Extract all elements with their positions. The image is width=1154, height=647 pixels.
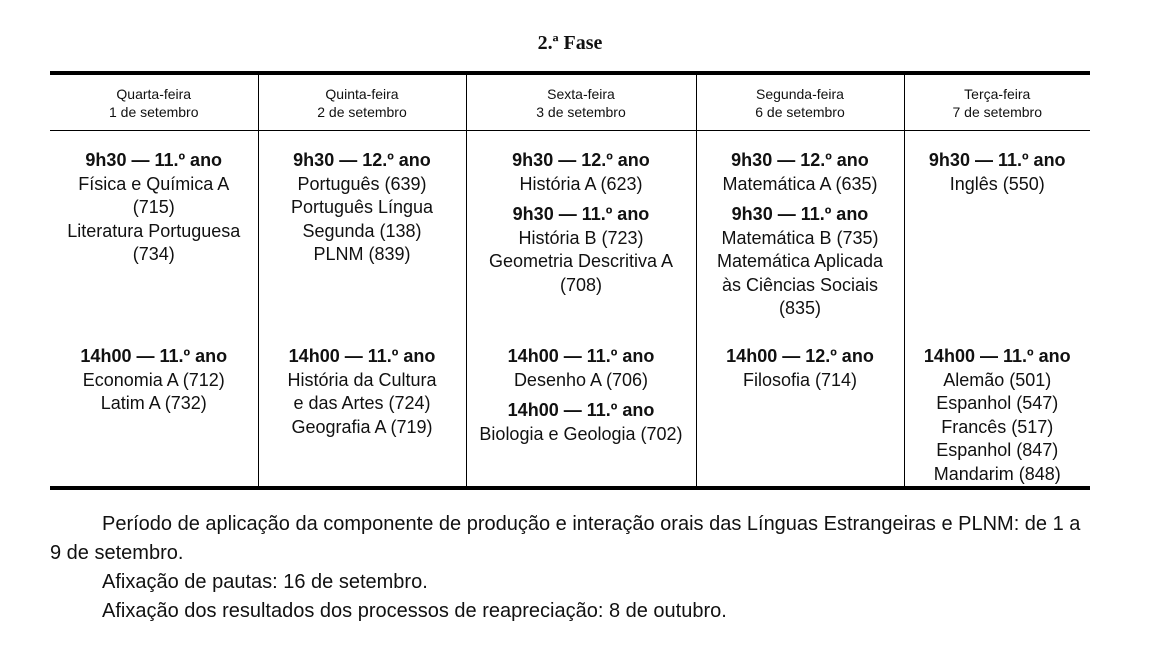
exam-schedule-table bbox=[50, 71, 1090, 490]
subject-line: às Ciências Sociais bbox=[721, 274, 879, 295]
day-header-tuesday bbox=[904, 73, 1090, 131]
subject-line: Segunda (138) bbox=[302, 220, 422, 241]
subject-line: (715) bbox=[132, 197, 175, 217]
date-label: 2 de setembro bbox=[317, 103, 407, 120]
morning-row bbox=[50, 131, 1090, 346]
subject-line: Inglês (550) bbox=[949, 173, 1045, 194]
day-header-friday bbox=[466, 73, 696, 131]
subject-line: Alemão (501) bbox=[943, 369, 1052, 390]
subject-line: (835) bbox=[778, 298, 822, 318]
weekday-label: Sexta-feira bbox=[547, 85, 615, 102]
subject-line: Desenho A (706) bbox=[513, 369, 649, 390]
day-header-monday bbox=[696, 73, 904, 131]
exam-slot bbox=[52, 149, 256, 267]
exam-slot bbox=[469, 399, 694, 446]
exam-slot bbox=[699, 149, 902, 196]
afternoon-cell-wednesday bbox=[50, 345, 258, 488]
page-title: 2.ª Fase bbox=[537, 32, 603, 54]
grades-posting-note: Afixação de pautas: 16 de setembro. bbox=[102, 571, 428, 593]
subject-line: Matemática A (635) bbox=[722, 173, 878, 194]
subject-line: Geometria Descritiva A bbox=[488, 251, 674, 271]
date-label: 7 de setembro bbox=[952, 103, 1042, 120]
morning-cell-thursday bbox=[258, 131, 466, 346]
subject-line: Biologia e Geologia (702) bbox=[479, 423, 683, 444]
subject-line: Física e Química A bbox=[78, 173, 230, 194]
morning-cell-friday bbox=[466, 131, 696, 346]
oral-component-note: Período de aplicação da componente de produção e interação orais das Línguas Estrangeiras e PLNM: de 1 a 9 de setembro. bbox=[50, 513, 1081, 564]
exam-slot bbox=[699, 203, 902, 321]
subject-line: Economia A (712) bbox=[82, 369, 225, 390]
slot-time: 9h30 — 11.º ano bbox=[512, 204, 650, 224]
slot-time: 9h30 — 11.º ano bbox=[85, 150, 223, 170]
notes-section bbox=[50, 510, 1095, 626]
slot-time: 9h30 — 12.º ano bbox=[512, 150, 650, 170]
slot-time: 9h30 — 11.º ano bbox=[928, 150, 1066, 170]
subject-line: (708) bbox=[559, 274, 603, 295]
exam-slot bbox=[907, 149, 1089, 196]
exam-slot bbox=[469, 345, 694, 392]
day-header-wednesday bbox=[50, 73, 258, 131]
subject-line: Latim A (732) bbox=[100, 393, 207, 413]
slot-time: 14h00 — 11.º ano bbox=[923, 346, 1071, 366]
exam-slot bbox=[469, 203, 694, 297]
day-header-thursday bbox=[258, 73, 466, 131]
weekday-label: Quarta-feira bbox=[116, 85, 192, 102]
exam-slot bbox=[261, 345, 464, 439]
slot-time: 14h00 — 11.º ano bbox=[80, 346, 228, 366]
afternoon-row bbox=[50, 345, 1090, 488]
exam-slot bbox=[52, 345, 256, 416]
afternoon-cell-monday bbox=[696, 345, 904, 488]
slot-time: 9h30 — 11.º ano bbox=[731, 204, 869, 224]
afternoon-cell-tuesday bbox=[904, 345, 1090, 488]
subject-line: Francês (517) bbox=[941, 416, 1054, 437]
slot-time: 14h00 — 11.º ano bbox=[507, 346, 655, 366]
slot-time: 14h00 — 12.º ano bbox=[726, 346, 874, 366]
subject-line: e das Artes (724) bbox=[293, 393, 431, 413]
subject-line: Geografia A (719) bbox=[291, 416, 433, 437]
morning-cell-monday bbox=[696, 131, 904, 346]
subject-line: Espanhol (847) bbox=[936, 440, 1059, 460]
afternoon-cell-thursday bbox=[258, 345, 466, 488]
subject-line: Literatura Portuguesa bbox=[67, 220, 241, 241]
exam-slot bbox=[261, 149, 464, 267]
weekday-label: Quinta-feira bbox=[325, 85, 399, 102]
subject-line: Filosofia (714) bbox=[742, 369, 858, 390]
date-label: 3 de setembro bbox=[536, 103, 626, 120]
exam-slot bbox=[907, 345, 1089, 486]
slot-time: 9h30 — 12.º ano bbox=[731, 150, 869, 170]
morning-cell-wednesday bbox=[50, 131, 258, 346]
morning-cell-tuesday bbox=[904, 131, 1090, 346]
weekday-label: Segunda-feira bbox=[756, 85, 844, 102]
subject-line: Português (639) bbox=[297, 173, 427, 194]
subject-line: (734) bbox=[132, 244, 175, 264]
subject-line: Matemática Aplicada bbox=[716, 251, 884, 271]
slot-time: 14h00 — 11.º ano bbox=[288, 346, 436, 366]
slot-time: 9h30 — 12.º ano bbox=[293, 150, 431, 170]
review-results-note: Afixação dos resultados dos processos de reapreciação: 8 de outubro. bbox=[102, 600, 727, 622]
subject-line: Português Língua bbox=[290, 197, 434, 217]
date-label: 6 de setembro bbox=[755, 103, 845, 120]
exam-slot bbox=[699, 345, 902, 392]
subject-line: Espanhol (547) bbox=[936, 393, 1059, 413]
date-label: 1 de setembro bbox=[109, 103, 199, 120]
subject-line: PLNM (839) bbox=[313, 244, 411, 264]
slot-time: 14h00 — 11.º ano bbox=[507, 400, 655, 420]
subject-line: História B (723) bbox=[518, 227, 644, 248]
weekday-label: Terça-feira bbox=[964, 85, 1031, 102]
subject-line: Mandarim (848) bbox=[933, 463, 1061, 484]
subject-line: Matemática B (735) bbox=[721, 227, 879, 248]
subject-line: História A (623) bbox=[519, 173, 643, 194]
subject-line: História da Cultura bbox=[287, 369, 437, 390]
afternoon-cell-friday bbox=[466, 345, 696, 488]
table-header-row bbox=[50, 73, 1090, 131]
exam-slot bbox=[469, 149, 694, 196]
